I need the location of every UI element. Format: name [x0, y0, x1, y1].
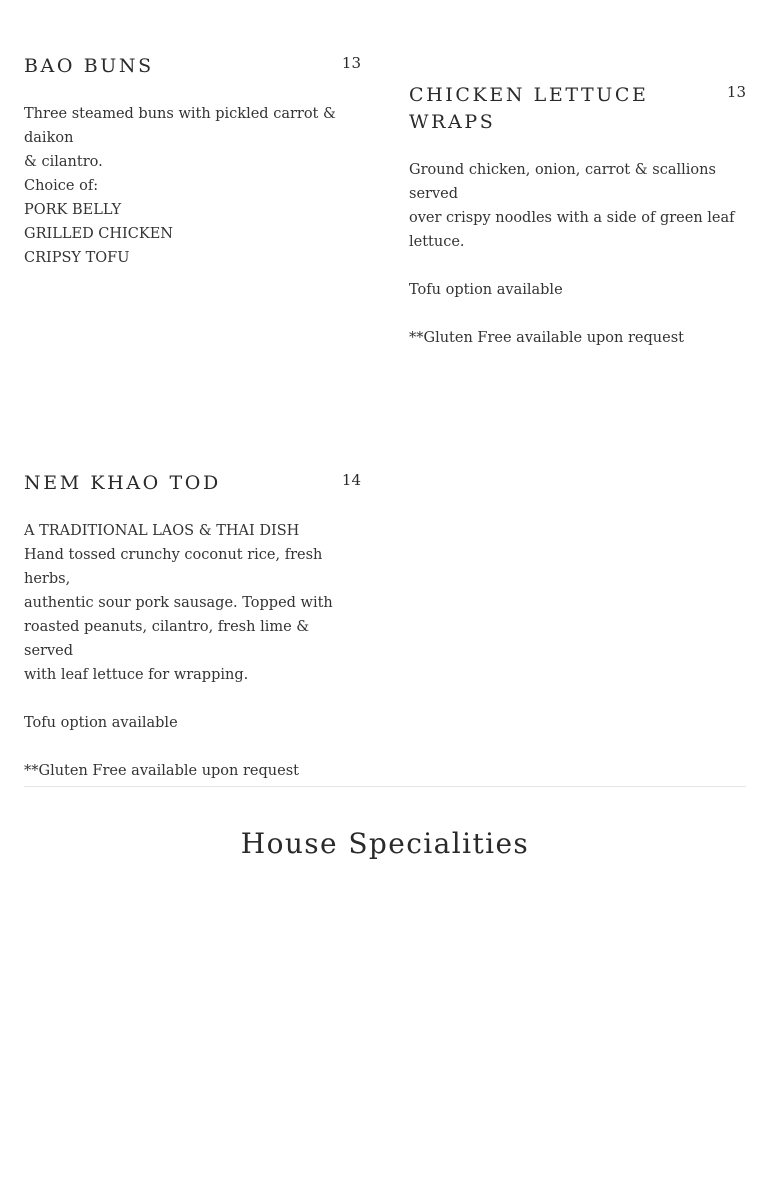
section-title-house-specialities: House Specialities	[240, 827, 530, 860]
description-line: roasted peanuts, cilantro, fresh lime & served	[24, 619, 310, 659]
description-line	[24, 687, 361, 711]
description-line	[409, 254, 746, 278]
description-line: Tofu option available	[409, 282, 563, 298]
menu-item-price: 14	[341, 471, 361, 489]
description-line: A TRADITIONAL LAOS & THAI DISH	[24, 523, 300, 539]
description-line: with leaf lettuce for wrapping.	[24, 667, 249, 683]
description-line: over crispy noodles with a side of green leaf	[409, 210, 735, 226]
description-line: Three steamed buns with pickled carrot & daikon	[24, 106, 336, 146]
description-line: lettuce.	[409, 234, 465, 250]
description-line: & cilantro.	[24, 154, 103, 170]
menu-item-chicken-lettuce-wraps	[409, 82, 746, 350]
menu-item-title: BAO BUNS	[24, 55, 154, 77]
description-line: CRIPSY TOFU	[24, 250, 130, 266]
menu-item-bao-buns	[24, 53, 361, 270]
description-line: Choice of:	[24, 178, 99, 194]
menu-item-header	[409, 82, 746, 136]
menu-item-nem-khao-tod	[24, 470, 361, 783]
menu-item-title: NEM KHAO TOD	[24, 472, 221, 494]
menu-item-title: CHICKEN LETTUCE WRAPS	[409, 84, 649, 133]
section-divider	[24, 786, 746, 787]
menu-item-price: 13	[341, 54, 361, 72]
menu-item-price: 13	[726, 83, 746, 101]
description-line	[24, 735, 361, 759]
menu-item-description	[24, 519, 361, 783]
description-line: Tofu option available	[24, 715, 178, 731]
description-line: PORK BELLY	[24, 202, 122, 218]
menu-item-header	[24, 470, 361, 497]
menu-item-header	[24, 53, 361, 80]
description-line	[409, 302, 746, 326]
description-line: Hand tossed crunchy coconut rice, fresh herbs,	[24, 547, 323, 587]
menu-item-description	[409, 158, 746, 350]
menu-item-description	[24, 102, 361, 270]
description-line: Ground chicken, onion, carrot & scallions served	[409, 162, 716, 202]
description-line: authentic sour pork sausage. Topped with	[24, 595, 333, 611]
description-line: **Gluten Free available upon request	[409, 330, 684, 346]
description-line: **Gluten Free available upon request	[24, 763, 299, 779]
description-line: GRILLED CHICKEN	[24, 226, 173, 242]
